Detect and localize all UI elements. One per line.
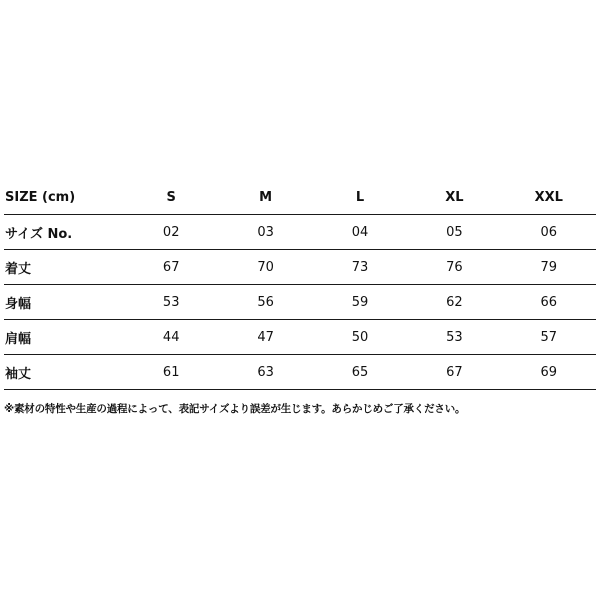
table-row-size-number: [4, 215, 596, 250]
table-cell: 65: [313, 355, 407, 390]
table-row-sleeve-length: [4, 355, 596, 390]
size-header-xl: XL: [407, 180, 501, 215]
row-label: 身幅: [4, 285, 124, 320]
table-cell: 62: [407, 285, 501, 320]
table-cell: 61: [124, 355, 218, 390]
row-label: 着丈: [4, 250, 124, 285]
row-label: サイズ No.: [4, 215, 124, 250]
table-cell: 02: [124, 215, 218, 250]
table-cell: 69: [502, 355, 596, 390]
size-header-s: S: [124, 180, 218, 215]
table-cell: 05: [407, 215, 501, 250]
size-header-l: L: [313, 180, 407, 215]
table-cell: 03: [218, 215, 312, 250]
row-label: 肩幅: [4, 320, 124, 355]
table-cell: 53: [124, 285, 218, 320]
table-cell: 56: [218, 285, 312, 320]
table-cell: 67: [407, 355, 501, 390]
table-cell: 53: [407, 320, 501, 355]
size-chart-table: [4, 180, 596, 390]
table-cell: 76: [407, 250, 501, 285]
table-cell: 79: [502, 250, 596, 285]
size-header-xxl: XXL: [502, 180, 596, 215]
table-cell: 67: [124, 250, 218, 285]
table-cell: 44: [124, 320, 218, 355]
table-cell: 70: [218, 250, 312, 285]
table-cell: 57: [502, 320, 596, 355]
table-cell: 04: [313, 215, 407, 250]
table-cell: 50: [313, 320, 407, 355]
row-label: 袖丈: [4, 355, 124, 390]
size-disclaimer-note: ※素材の特性や生産の過程によって、表記サイズより誤差が生じます。あらかじめご了承ください。: [4, 403, 466, 415]
header-label: SIZE (cm): [4, 180, 124, 215]
table-cell: 47: [218, 320, 312, 355]
table-row-body-length: [4, 250, 596, 285]
table-cell: 66: [502, 285, 596, 320]
table-row-shoulder-width: [4, 320, 596, 355]
table-cell: 63: [218, 355, 312, 390]
table-cell: 06: [502, 215, 596, 250]
table-cell: 59: [313, 285, 407, 320]
table-row-chest-width: [4, 285, 596, 320]
size-header-m: M: [218, 180, 312, 215]
header-row: [4, 180, 596, 215]
table-cell: 73: [313, 250, 407, 285]
